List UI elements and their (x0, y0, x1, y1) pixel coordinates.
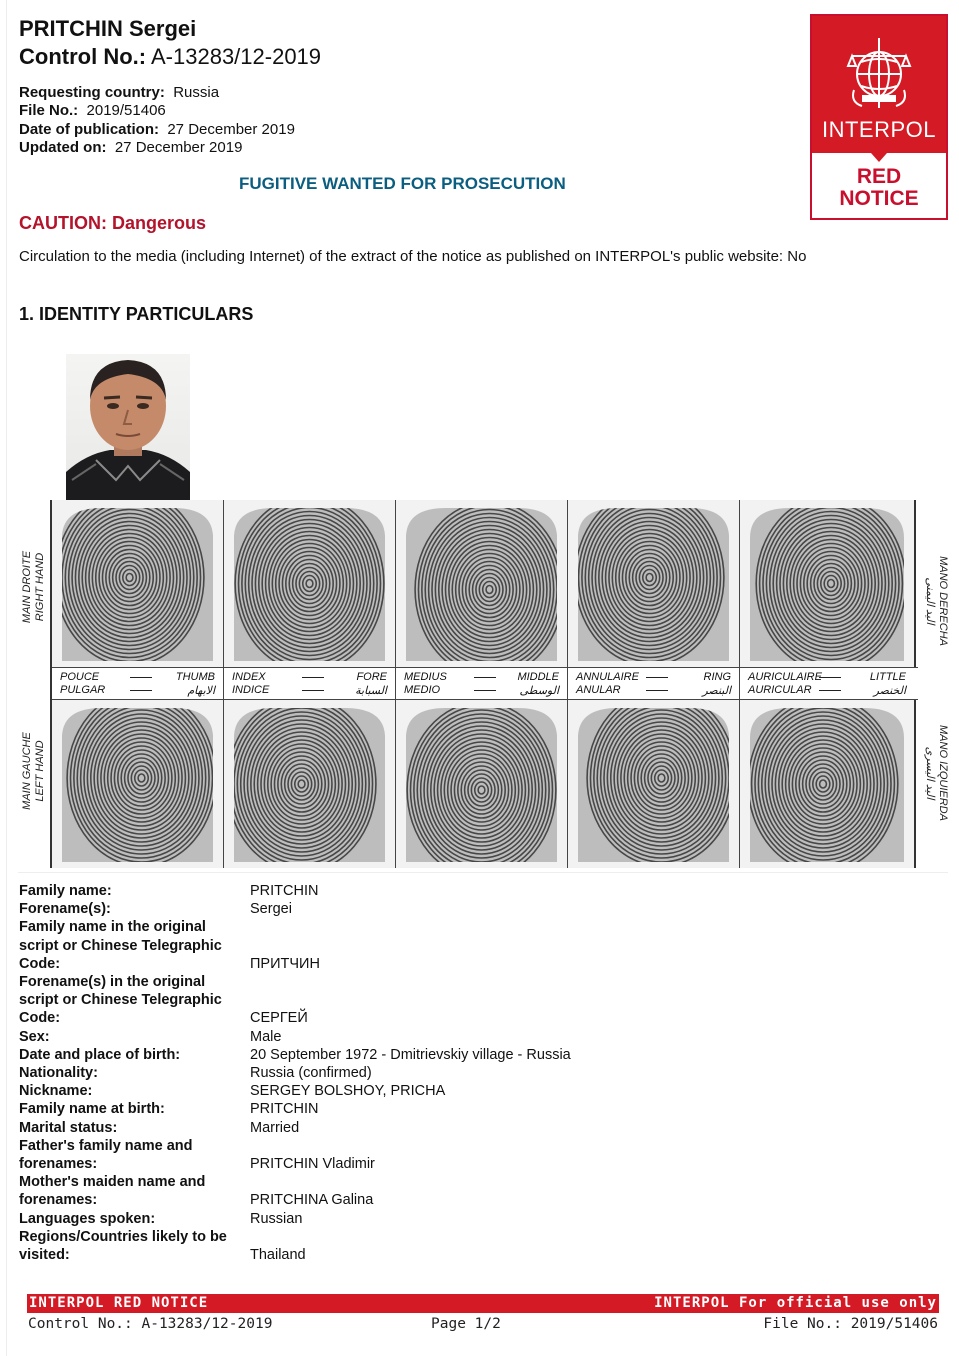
particular-label (19, 1082, 244, 1100)
particular-label-line: Forename(s): (19, 901, 111, 918)
particular-row (19, 1173, 919, 1209)
particular-row (19, 973, 919, 1028)
footer-banner (27, 1294, 939, 1313)
particular-label-line: Family name at birth: (19, 1101, 165, 1118)
requesting-country-label: Requesting country: (19, 84, 165, 101)
footer-file-number: File No.: 2019/51406 (763, 1316, 938, 1332)
particular-label-line: Nationality: (19, 1065, 98, 1082)
finger-name-ar: الوسطى (519, 685, 559, 697)
particular-row (19, 900, 919, 918)
particular-label-line: Marital status: (19, 1119, 118, 1136)
finger-name-en: LITTLE (869, 671, 906, 683)
particular-value: PRITCHIN Vladimir (250, 1156, 375, 1173)
right-hand-label-intl (923, 551, 949, 651)
requesting-country-row (19, 84, 295, 102)
particular-value: SERGEY BOLSHOY, PRICHA (250, 1083, 446, 1100)
fingerprint-left-thumb (52, 700, 224, 868)
control-number-value: A-13283/12-2019 (151, 44, 322, 69)
subject-photo (66, 354, 190, 501)
footer-page-number: Page 1/2 (431, 1316, 501, 1332)
left-hand-label-fr: MAIN GAUCHE (21, 732, 33, 810)
page-edge-rule (6, 0, 7, 1356)
particular-value: Russia (confirmed) (250, 1065, 372, 1082)
control-number-heading (19, 44, 321, 70)
finger-name-ar: البنصر (702, 685, 731, 697)
particular-row (19, 882, 919, 900)
finger-name-dash (130, 690, 152, 691)
particular-row (19, 1228, 919, 1264)
particular-label-line: Sex: (19, 1028, 50, 1045)
particular-label (19, 1173, 244, 1209)
particular-label-line: Nickname: (19, 1083, 93, 1100)
particular-label (19, 973, 244, 1028)
finger-name-es: PULGAR (60, 684, 106, 696)
section-separator (18, 872, 948, 873)
particular-value: Male (250, 1028, 282, 1045)
fingerprint-left-little (740, 700, 914, 868)
finger-name-en: THUMB (175, 671, 215, 683)
red-notice-line-2: NOTICE (839, 187, 919, 210)
particular-label (19, 882, 244, 900)
finger-name-dash (302, 690, 324, 691)
control-number-label: Control No.: (19, 44, 147, 69)
interpol-logo-panel (812, 16, 946, 153)
finger-name-ring (568, 668, 740, 699)
finger-name-es: ANULAR (576, 684, 621, 696)
left-hand-label-intl (923, 717, 949, 829)
particular-label (19, 1228, 244, 1264)
footer-red-notice-label: INTERPOL RED NOTICE (29, 1295, 209, 1311)
particular-label-line: visited: (19, 1247, 70, 1264)
file-number-row (19, 102, 295, 120)
subject-name-title: PRITCHIN Sergei (19, 16, 197, 41)
footer-control-number: Control No.: A-13283/12-2019 (28, 1316, 273, 1332)
particular-row (19, 1046, 919, 1064)
right-hand-label-en: RIGHT HAND (34, 552, 46, 622)
finger-name-ar: الخنصر (873, 685, 906, 697)
particular-value: Sergei (250, 901, 292, 918)
fingerprint-grid (50, 500, 916, 868)
particular-row (19, 1100, 919, 1118)
fingerprint-right-index (224, 500, 396, 667)
particular-label-line: forenames: (19, 1156, 98, 1173)
finger-name-dash (474, 690, 496, 691)
finger-name-middle (396, 668, 568, 699)
file-number-label: File No.: (19, 102, 79, 120)
fingerprint-right-middle (396, 500, 568, 667)
finger-name-dash (130, 677, 152, 678)
left-hand-label (21, 723, 47, 819)
particular-label-line: Father's family name and (19, 1137, 193, 1154)
fingerprint-chart (18, 500, 950, 870)
logo-pointer (871, 153, 887, 162)
particular-label (19, 1046, 244, 1064)
left-hand-label-ar: اليد اليسرى (924, 746, 936, 800)
finger-name-dash (474, 677, 496, 678)
finger-name-dash (302, 677, 324, 678)
particular-row (19, 918, 919, 973)
particular-value: Thailand (250, 1247, 306, 1264)
identity-particulars-heading: 1. IDENTITY PARTICULARS (19, 304, 254, 324)
particular-label (19, 1119, 244, 1137)
finger-name-fr: MEDIUS (404, 671, 447, 683)
particular-label-line: script or Chinese Telegraphic (19, 937, 222, 954)
particular-value: PRITCHIN (250, 883, 319, 899)
fingerprint-right-thumb (52, 500, 224, 667)
particular-label (19, 1137, 244, 1173)
footer-official-use-label: INTERPOL For official use only (654, 1295, 937, 1311)
left-hand-label-es: MANO IZQUIERDA (937, 725, 949, 821)
particular-row (19, 1082, 919, 1100)
particular-value: PRITCHIN (250, 1101, 319, 1118)
fingerprint-left-index (224, 700, 396, 868)
fingerprint-left-middle (396, 700, 568, 868)
particular-label-line: Forename(s) in the original (19, 974, 206, 991)
finger-name-dash (646, 677, 668, 678)
finger-name-fr: AURICULAIRE (748, 671, 822, 683)
caution-warning: CAUTION: Dangerous (19, 213, 207, 233)
finger-name-en: FORE (356, 671, 387, 683)
notice-type-heading: FUGITIVE WANTED FOR PROSECUTION (239, 174, 566, 193)
finger-name-fr: INDEX (232, 671, 266, 683)
notice-metadata (19, 84, 295, 157)
particular-label (19, 1028, 244, 1046)
updated-date-label: Updated on: (19, 138, 107, 156)
particular-row (19, 1119, 919, 1137)
red-notice-label (812, 166, 946, 210)
right-hand-label (21, 539, 47, 635)
particular-value: СЕРГЕЙ (250, 1010, 308, 1027)
interpol-red-notice-logo (810, 14, 948, 220)
updated-date-value: 27 December 2019 (114, 138, 243, 156)
red-notice-line-1: RED (856, 165, 902, 188)
particular-row (19, 1064, 919, 1082)
particular-label-line: Family name: (19, 883, 112, 899)
particular-row (19, 1137, 919, 1173)
particular-label (19, 1210, 244, 1228)
finger-name-dash (646, 690, 668, 691)
particular-label-line: forenames: (19, 1192, 98, 1209)
finger-name-en: RING (703, 671, 731, 683)
particular-row (19, 1028, 919, 1046)
identity-particulars-list (19, 882, 919, 1264)
right-hand-label-es: MANO DERECHA (937, 556, 949, 646)
particular-row (19, 1210, 919, 1228)
publication-date-value: 27 December 2019 (167, 120, 295, 138)
finger-name-little (740, 668, 914, 699)
finger-name-ar: السبابة (355, 685, 387, 697)
particular-label-line: Family name in the original (19, 919, 206, 936)
particular-value: Russian (250, 1210, 303, 1227)
portrait-image (66, 354, 190, 501)
circulation-statement: Circulation to the media (including Internet) of the extract of the notice as published on INTERPOL's public website: No (19, 248, 807, 265)
finger-name-es: INDICE (232, 684, 270, 696)
file-number-value: 2019/51406 (86, 102, 166, 120)
interpol-emblem-icon (812, 16, 946, 116)
particular-value: PRITCHINA Galina (250, 1192, 374, 1209)
finger-name-en: MIDDLE (517, 671, 559, 683)
finger-name-dash (819, 690, 841, 691)
particular-label-line: Regions/Countries likely to be (19, 1228, 227, 1245)
right-hand-label-fr: MAIN DROITE (21, 550, 33, 624)
finger-name-es: AURICULAR (748, 684, 812, 696)
particular-label-line: script or Chinese Telegraphic (19, 992, 222, 1009)
updated-date-row (19, 139, 295, 157)
particular-value: 20 September 1972 - Dmitrievskiy village - Russia (250, 1046, 571, 1063)
publication-date-label: Date of publication: (19, 120, 159, 138)
finger-names-row (52, 667, 918, 700)
right-hand-label-ar: اليد اليمنى (924, 577, 936, 625)
requesting-country-value: Russia (173, 84, 220, 101)
particular-label-line: Languages spoken: (19, 1210, 156, 1227)
particular-label-line: Code: (19, 955, 61, 972)
finger-name-ar: الابهام (187, 685, 215, 697)
particular-value: Married (250, 1119, 300, 1136)
finger-name-fr: POUCE (60, 671, 100, 683)
finger-name-thumb (52, 668, 224, 699)
finger-name-index (224, 668, 396, 699)
particular-label-line: Date and place of birth: (19, 1046, 181, 1063)
fingerprint-right-little (740, 500, 914, 667)
interpol-wordmark: INTERPOL (821, 117, 937, 142)
particular-label (19, 1064, 244, 1082)
particular-label-line: Mother's maiden name and (19, 1174, 206, 1191)
left-hand-label-en: LEFT HAND (34, 740, 46, 802)
particular-value: ПРИТЧИН (250, 955, 320, 972)
finger-name-dash (819, 677, 841, 678)
particular-label (19, 918, 244, 973)
particular-label (19, 1100, 244, 1118)
particular-label-line: Code: (19, 1010, 61, 1027)
fingerprint-left-ring (568, 700, 740, 868)
finger-name-es: MEDIO (404, 684, 441, 696)
fingerprint-right-ring (568, 500, 740, 667)
finger-name-fr: ANNULAIRE (576, 671, 639, 683)
particular-label (19, 900, 244, 918)
publication-date-row (19, 121, 295, 139)
